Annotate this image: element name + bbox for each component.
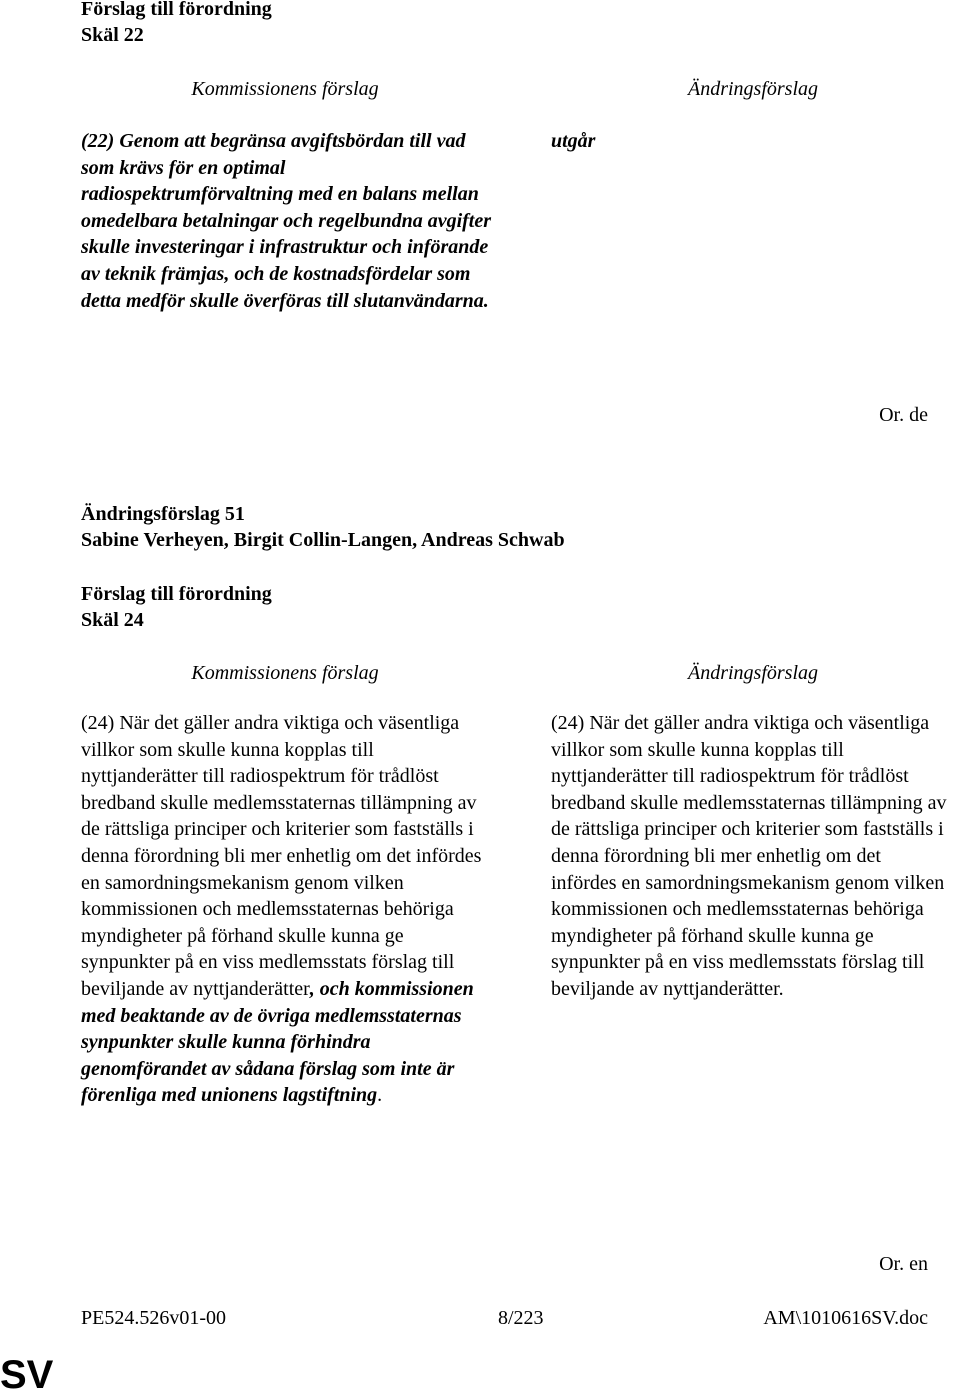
footer-document-reference: PE524.526v01-00 <box>81 1307 226 1329</box>
commission-text-end: . <box>377 1084 383 1107</box>
language-code-label: SV <box>0 1353 54 1397</box>
commission-text-unchanged: (24) När det gäller andra viktiga och väsentliga villkor som skulle kunna kopplas till nyttjanderätter till radiospektrum för trådlöst bredband skulle medlemsstaternas tillämpning av de rättsliga principer och kriterier som fastställs i denna förordning bli mer enhetlig om det infördes en samordningsmekanism genom vilken kommissionen och medlemsstaternas behöriga myndigheter på förhand skulle kunna ge synpunkter på en viss medlemsstats förslag till beviljande av nyttjanderätter <box>81 712 482 1000</box>
footer-page-number: 8/223 <box>498 1307 544 1329</box>
section-heading-forslag: Förslag till förordning <box>81 583 272 605</box>
original-language-label: Or. en <box>879 1253 928 1275</box>
section-heading-forslag: Förslag till förordning <box>81 0 272 20</box>
section-heading-skal: Skäl 22 <box>81 24 144 46</box>
amendment-title: Ändringsförslag 51 <box>81 503 245 525</box>
column-header-amendment: Ändringsförslag <box>687 662 819 684</box>
commission-text-recital-24 <box>81 710 493 1109</box>
column-header-commission: Kommissionens förslag <box>191 662 379 684</box>
commission-text-deleted-part: , och kommissionen med beaktande av de övriga medlemsstaternas synpunkter skulle kunna förhindra genomförandet av sådana förslag som inte är förenliga med unionens lagstiftning <box>81 977 474 1107</box>
amendment-text-deleted: utgår <box>551 130 596 152</box>
column-header-amendment: Ändringsförslag <box>687 78 819 100</box>
original-language-label: Or. de <box>879 404 928 426</box>
amendment-text-recital-24: (24) När det gäller andra viktiga och väsentliga villkor som skulle kunna kopplas till nyttjanderätter till radiospektrum för trådlöst bredband skulle medlemsstaternas tillämpning av de rättsliga principer och kriterier som fastställs i denna förordning bli mer enhetlig om det infördes en samordningsmekanism genom vilken kommissionen och medlemsstaternas behöriga myndigheter på förhand skulle kunna ge synpunkter på en viss medlemsstats förslag till beviljande av nyttjanderätter. <box>551 712 947 1000</box>
column-header-commission: Kommissionens förslag <box>191 78 379 100</box>
footer-file-name: AM\1010616SV.doc <box>763 1307 928 1329</box>
amendment-authors: Sabine Verheyen, Birgit Collin-Langen, Andreas Schwab <box>81 529 565 551</box>
commission-text-recital-22: (22) Genom att begränsa avgiftsbördan till vad som krävs för en optimal radiospektrumförvaltning med en balans mellan omedelbara betalningar och regelbundna avgifter skulle investeringar i infrastruktur och införande av teknik främjas, och de kostnadsfördelar som detta medför skulle överföras till slutanvändarna. <box>81 130 491 312</box>
section-heading-skal: Skäl 24 <box>81 609 144 631</box>
